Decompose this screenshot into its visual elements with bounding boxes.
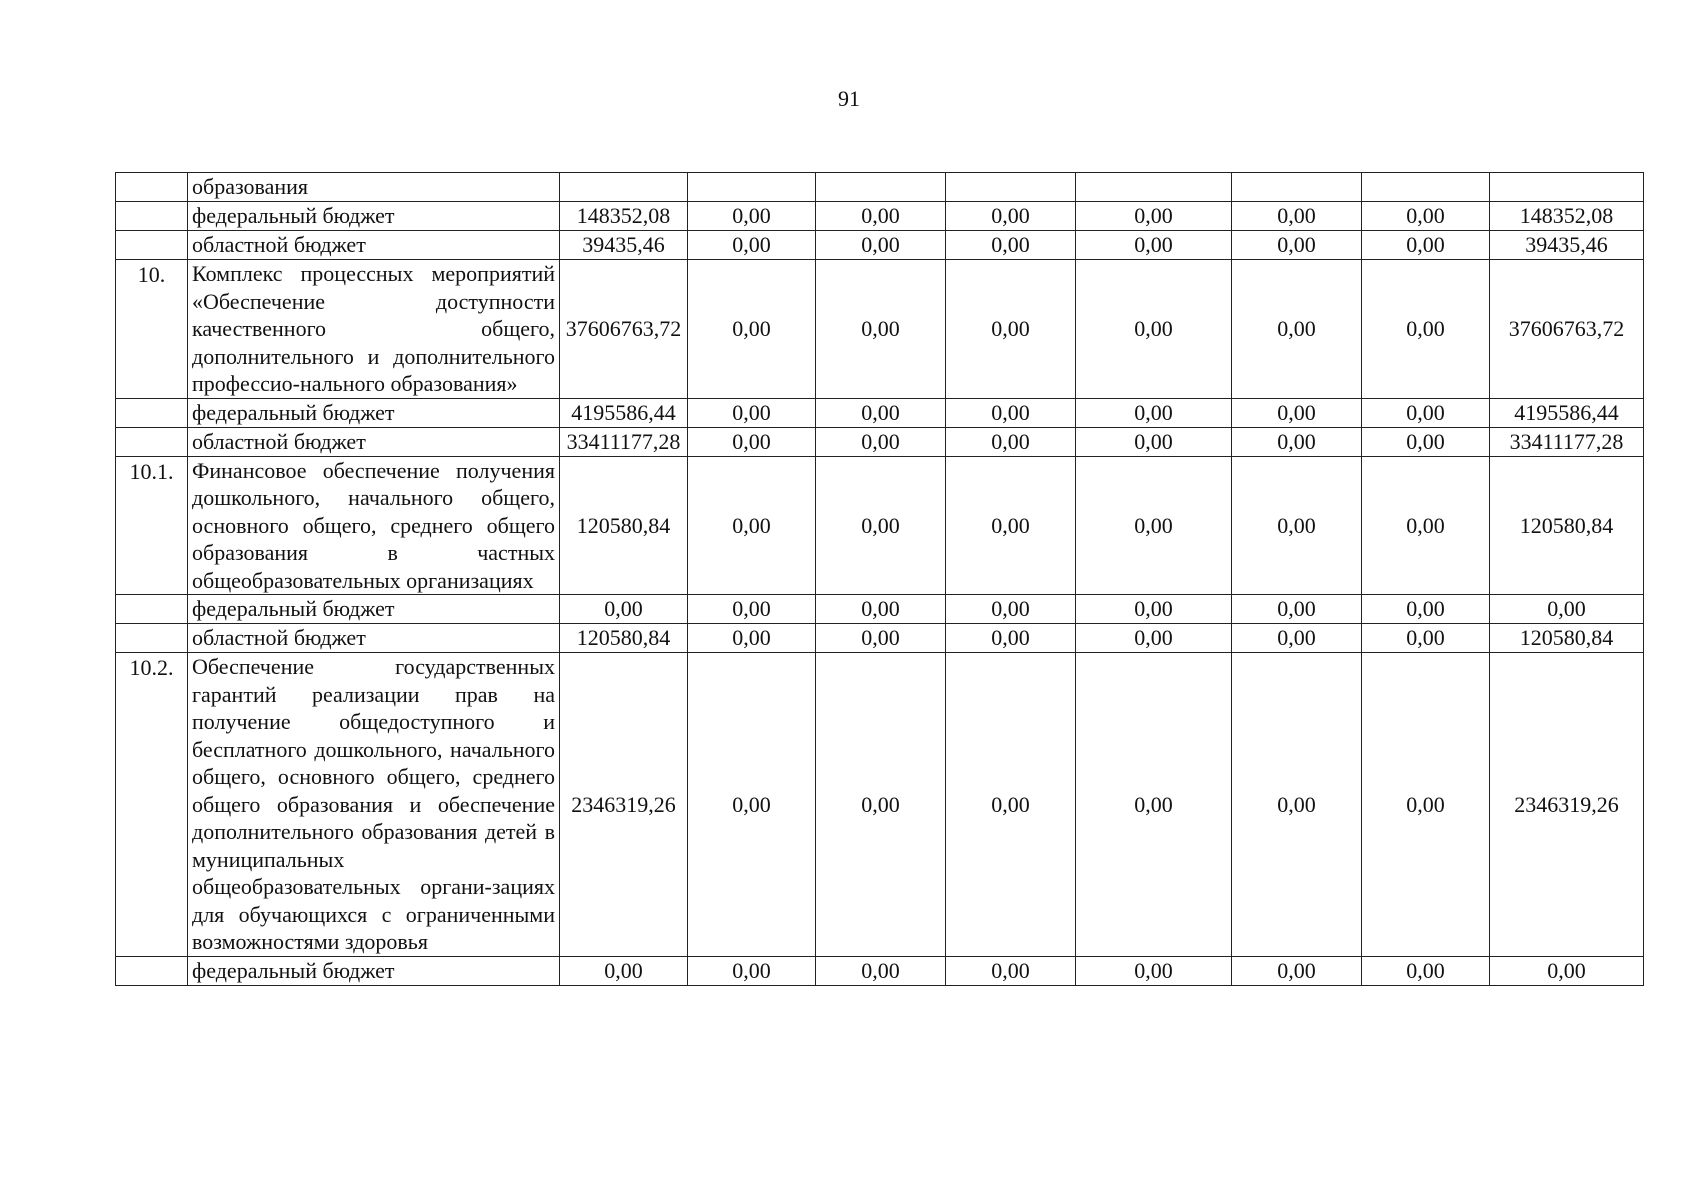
budget-table <box>115 172 1644 986</box>
amount-cell: 0,00 <box>688 624 816 653</box>
amount-cell: 0,00 <box>1076 653 1232 957</box>
amount-cell: 0,00 <box>1232 202 1362 231</box>
amount-cell: 0,00 <box>946 456 1076 595</box>
amount-cell: 0,00 <box>1362 595 1490 624</box>
amount-cell: 120580,84 <box>1490 624 1644 653</box>
row-name-cell: федеральный бюджет <box>188 956 560 985</box>
amount-cell: 4195586,44 <box>1490 398 1644 427</box>
amount-cell: 0,00 <box>946 231 1076 260</box>
amount-cell: 0,00 <box>946 956 1076 985</box>
amount-cell: 0,00 <box>688 595 816 624</box>
amount-cell: 0,00 <box>1232 456 1362 595</box>
amount-cell: 33411177,28 <box>1490 427 1644 456</box>
row-number-cell <box>116 956 188 985</box>
row-name-cell: образования <box>188 173 560 202</box>
row-name-cell: областной бюджет <box>188 624 560 653</box>
table-row-item <box>116 456 1644 595</box>
row-number-cell: 10. <box>116 260 188 399</box>
amount-cell: 0,00 <box>1076 956 1232 985</box>
table-row-item <box>116 653 1644 957</box>
amount-cell: 0,00 <box>688 231 816 260</box>
amount-cell: 0,00 <box>1076 595 1232 624</box>
amount-cell: 37606763,72 <box>560 260 688 399</box>
amount-cell: 120580,84 <box>560 456 688 595</box>
amount-cell: 0,00 <box>946 202 1076 231</box>
amount-cell: 0,00 <box>1490 956 1644 985</box>
amount-cell <box>560 173 688 202</box>
amount-cell: 0,00 <box>1076 260 1232 399</box>
amount-cell: 0,00 <box>1362 202 1490 231</box>
amount-cell: 0,00 <box>816 260 946 399</box>
row-number-cell <box>116 202 188 231</box>
amount-cell: 0,00 <box>1362 398 1490 427</box>
amount-cell: 0,00 <box>816 456 946 595</box>
row-name-cell: Комплекс процессных мероприятий «Обеспечение доступности качественного общего, дополнительного и дополнительного профессио-нального образования» <box>188 260 560 399</box>
amount-cell: 120580,84 <box>560 624 688 653</box>
amount-cell: 0,00 <box>1232 260 1362 399</box>
amount-cell: 0,00 <box>816 956 946 985</box>
table-row-source <box>116 202 1644 231</box>
table-row-source <box>116 427 1644 456</box>
amount-cell: 0,00 <box>1076 624 1232 653</box>
amount-cell: 0,00 <box>560 595 688 624</box>
amount-cell: 0,00 <box>1362 956 1490 985</box>
row-name-cell: федеральный бюджет <box>188 202 560 231</box>
amount-cell <box>1076 173 1232 202</box>
row-name-cell: Финансовое обеспечение получения дошкольного, начального общего, основного общего, среднего общего образования в частных общеобразовательных организациях <box>188 456 560 595</box>
amount-cell: 0,00 <box>1490 595 1644 624</box>
row-number-cell <box>116 231 188 260</box>
table-row-item <box>116 260 1644 399</box>
amount-cell: 0,00 <box>1232 231 1362 260</box>
row-name-cell: областной бюджет <box>188 231 560 260</box>
row-number-cell <box>116 173 188 202</box>
row-name-cell: областной бюджет <box>188 427 560 456</box>
amount-cell: 39435,46 <box>560 231 688 260</box>
amount-cell: 0,00 <box>1362 427 1490 456</box>
amount-cell: 0,00 <box>1362 456 1490 595</box>
amount-cell: 0,00 <box>816 595 946 624</box>
amount-cell: 0,00 <box>946 398 1076 427</box>
amount-cell: 33411177,28 <box>560 427 688 456</box>
amount-cell <box>946 173 1076 202</box>
amount-cell: 2346319,26 <box>1490 653 1644 957</box>
table-row-source <box>116 595 1644 624</box>
amount-cell: 0,00 <box>1076 456 1232 595</box>
amount-cell: 0,00 <box>946 624 1076 653</box>
amount-cell: 2346319,26 <box>560 653 688 957</box>
amount-cell: 120580,84 <box>1490 456 1644 595</box>
amount-cell: 0,00 <box>1232 398 1362 427</box>
amount-cell: 0,00 <box>688 260 816 399</box>
table-row-source <box>116 398 1644 427</box>
row-number-cell: 10.2. <box>116 653 188 957</box>
row-number-cell <box>116 398 188 427</box>
table-row-source <box>116 231 1644 260</box>
amount-cell: 0,00 <box>1076 231 1232 260</box>
row-number-cell <box>116 624 188 653</box>
amount-cell <box>1232 173 1362 202</box>
row-name-cell: федеральный бюджет <box>188 595 560 624</box>
table-row-source <box>116 173 1644 202</box>
amount-cell: 0,00 <box>816 398 946 427</box>
amount-cell: 0,00 <box>1362 624 1490 653</box>
amount-cell: 0,00 <box>688 398 816 427</box>
amount-cell: 0,00 <box>1232 427 1362 456</box>
amount-cell: 0,00 <box>1076 427 1232 456</box>
amount-cell: 0,00 <box>946 260 1076 399</box>
amount-cell: 0,00 <box>688 202 816 231</box>
amount-cell: 4195586,44 <box>560 398 688 427</box>
amount-cell: 37606763,72 <box>1490 260 1644 399</box>
amount-cell: 0,00 <box>688 456 816 595</box>
page-number: 91 <box>838 86 860 111</box>
row-number-cell <box>116 427 188 456</box>
amount-cell: 0,00 <box>1362 260 1490 399</box>
amount-cell: 0,00 <box>946 595 1076 624</box>
amount-cell: 0,00 <box>1076 202 1232 231</box>
amount-cell: 0,00 <box>1232 595 1362 624</box>
amount-cell: 0,00 <box>1232 624 1362 653</box>
row-number-cell <box>116 595 188 624</box>
amount-cell <box>688 173 816 202</box>
amount-cell: 0,00 <box>816 653 946 957</box>
amount-cell: 0,00 <box>816 427 946 456</box>
amount-cell <box>1490 173 1644 202</box>
amount-cell: 0,00 <box>1362 653 1490 957</box>
row-name-cell: федеральный бюджет <box>188 398 560 427</box>
amount-cell: 148352,08 <box>1490 202 1644 231</box>
amount-cell: 0,00 <box>688 653 816 957</box>
amount-cell: 0,00 <box>688 956 816 985</box>
amount-cell <box>816 173 946 202</box>
amount-cell: 0,00 <box>688 427 816 456</box>
amount-cell: 0,00 <box>946 427 1076 456</box>
amount-cell: 0,00 <box>946 653 1076 957</box>
table-row-source <box>116 956 1644 985</box>
amount-cell: 0,00 <box>1232 956 1362 985</box>
amount-cell: 148352,08 <box>560 202 688 231</box>
amount-cell: 0,00 <box>1076 398 1232 427</box>
amount-cell: 39435,46 <box>1490 231 1644 260</box>
amount-cell: 0,00 <box>816 624 946 653</box>
row-name-cell: Обеспечение государственных гарантий реализации прав на получение общедоступного и бесплатного дошкольного, начального общего, основного общего, среднего общего образования и обеспечение дополнительного образования детей в муниципальных общеобразовательных органи-зациях для обучающихся с ограниченными возможностями здоровья <box>188 653 560 957</box>
amount-cell: 0,00 <box>816 202 946 231</box>
amount-cell: 0,00 <box>816 231 946 260</box>
table-row-source <box>116 624 1644 653</box>
row-number-cell: 10.1. <box>116 456 188 595</box>
amount-cell: 0,00 <box>1232 653 1362 957</box>
amount-cell: 0,00 <box>1362 231 1490 260</box>
amount-cell <box>1362 173 1490 202</box>
amount-cell: 0,00 <box>560 956 688 985</box>
